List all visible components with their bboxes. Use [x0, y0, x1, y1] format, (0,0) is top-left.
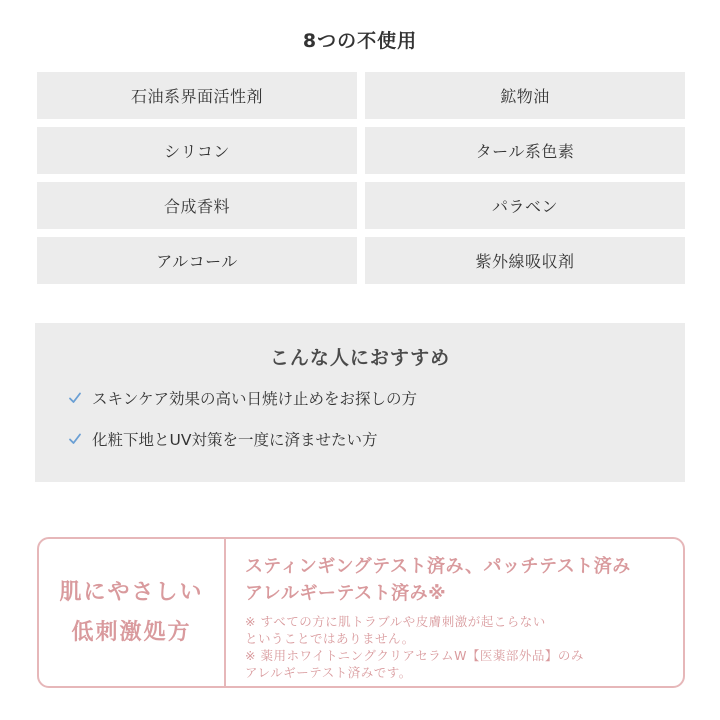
- low-irritation-line2: 低刺激処方: [71, 619, 192, 645]
- free-from-item: 鉱物油: [365, 72, 685, 119]
- recommend-item-label: 化粧下地とUV対策を一度に済ませたい方: [92, 431, 378, 449]
- free-from-item: パラベン: [365, 182, 685, 229]
- free-from-item: 合成香料: [37, 182, 357, 229]
- tested-line1: スティンギングテスト済み、パッチテスト済み: [245, 556, 631, 577]
- low-irritation-line1: 肌にやさしい: [59, 579, 204, 605]
- check-icon: [68, 432, 82, 446]
- low-irritation-box: [37, 537, 685, 688]
- free-from-grid: [37, 72, 685, 284]
- recommend-item-label: スキンケア効果の高い日焼け止めをお探しの方: [92, 390, 418, 408]
- low-irritation-heading: [39, 539, 226, 686]
- free-from-item: 紫外線吸収剤: [365, 237, 685, 284]
- free-from-title: 8つの不使用: [302, 30, 418, 52]
- note1-line1: ※ すべての方に肌トラブルや皮膚刺激が起こらない: [245, 614, 546, 629]
- free-from-item: 石油系界面活性剤: [37, 72, 357, 119]
- check-icon: [68, 391, 82, 405]
- low-irritation-details: [245, 553, 685, 681]
- note2-line1: ※ 薬用ホワイトニングクリアセラムW【医薬部外品】のみ: [245, 648, 584, 663]
- free-from-item: アルコール: [37, 237, 357, 284]
- note2-line2: アレルギーテスト済みです。: [245, 665, 412, 680]
- tested-line2: アレルギーテスト済み※: [245, 583, 447, 604]
- recommend-panel: [35, 323, 685, 482]
- free-from-item: シリコン: [37, 127, 357, 174]
- note1-line2: ということではありません。: [245, 631, 415, 646]
- recommend-item: [68, 387, 417, 409]
- recommend-item: [68, 428, 377, 450]
- free-from-item: タール系色素: [365, 127, 685, 174]
- recommend-title: こんな人におすすめ: [269, 347, 451, 369]
